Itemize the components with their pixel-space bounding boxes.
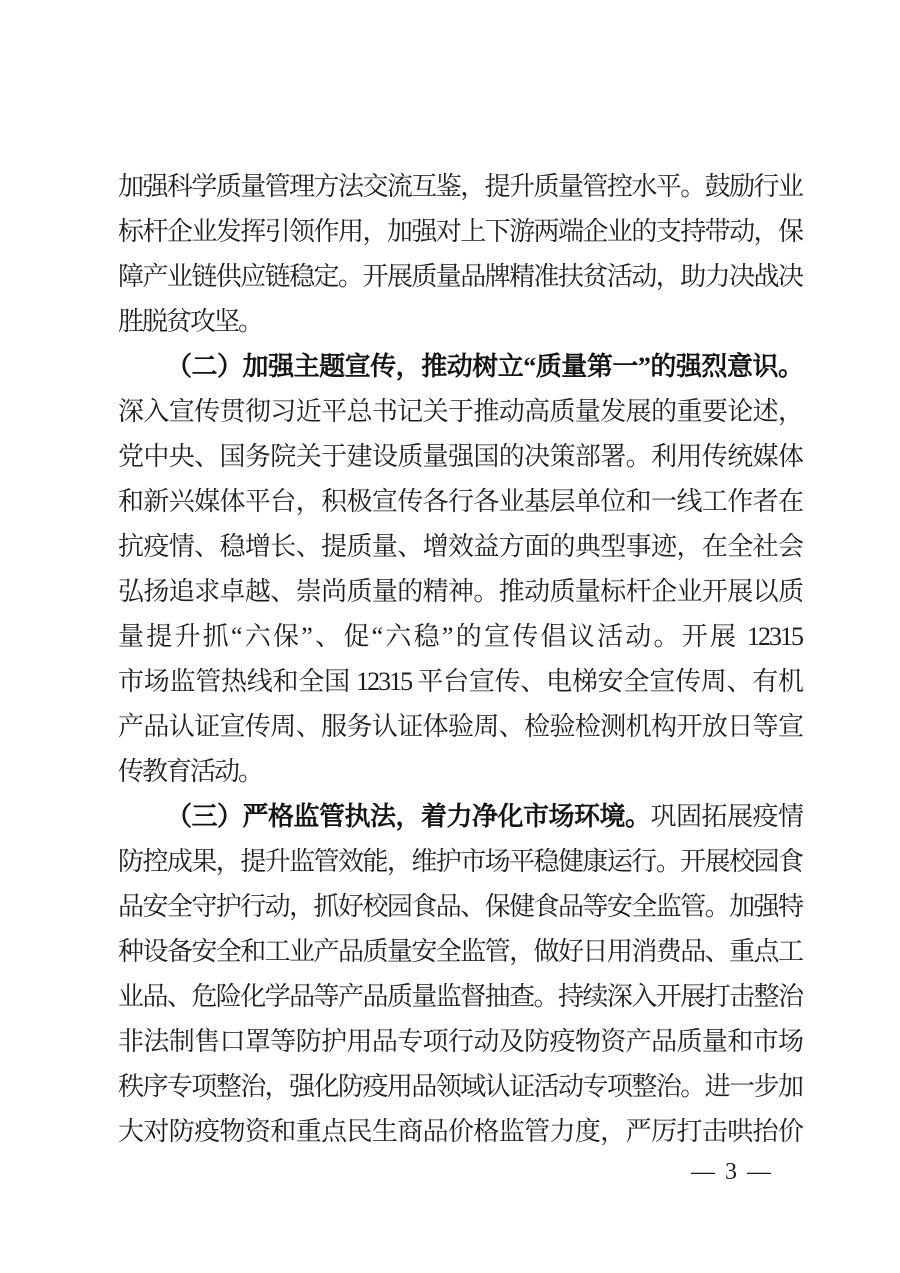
text-line [118,434,802,479]
document-body [118,164,802,1154]
text-line [118,659,802,704]
text-segment: 抗疫情、稳增长、提质量、增效益方面的典型事迹，在全社会 [118,532,802,561]
text-line [118,839,802,884]
text-line [118,1109,802,1154]
text-line [118,614,802,659]
text-line [118,299,802,344]
text-line [118,929,802,974]
text-line [118,974,802,1019]
text-line [118,164,802,209]
text-line [118,794,802,839]
text-segment: 巩固拓展疫情 [650,802,802,831]
text-segment: 品安全守护行动，抓好校园食品、保健食品等安全监管。加强特 [118,892,802,921]
text-segment: 加强科学质量管理方法交流互鉴，提升质量管控水平。鼓励行业 [118,172,802,201]
text-line [118,569,802,614]
text-segment: 量提升抓“六保”、促“六稳”的宣传倡议活动。开展 12315 [118,622,802,651]
text-line [118,884,802,929]
text-line [118,524,802,569]
text-line [118,1019,802,1064]
text-line [118,1064,802,1109]
text-segment: 市场监管热线和全国 12315 平台宣传、电梯安全宣传周、有机 [118,667,802,696]
text-line [118,704,802,749]
text-segment: 非法制售口罩等防护用品专项行动及防疫物资产品质量和市场 [118,1027,802,1056]
text-line [118,389,802,434]
text-segment: 防控成果，提升监管效能，维护市场平稳健康运行。开展校园食 [118,847,802,876]
page-number: — 3 — [691,1159,773,1185]
text-segment: 传教育活动。 [118,757,263,786]
section-heading-segment: （二）加强主题宣传，推动树立“质量第一”的强烈意识。 [166,352,802,381]
text-line [118,254,802,299]
text-segment: 种设备安全和工业产品质量安全监管，做好日用消费品、重点工 [118,937,802,966]
text-segment: 深入宣传贯彻习近平总书记关于推动高质量发展的重要论述， [118,397,802,426]
text-segment: 和新兴媒体平台，积极宣传各行各业基层单位和一线工作者在 [118,487,802,516]
text-line [118,209,802,254]
text-line [118,344,802,389]
section-heading-segment: （三）严格监管执法，着力净化市场环境。 [166,802,651,831]
text-segment: 党中央、国务院关于建设质量强国的决策部署。利用传统媒体 [118,442,802,471]
text-segment: 产品认证宣传周、服务认证体验周、检验检测机构开放日等宣 [118,712,802,741]
text-segment: 秩序专项整治，强化防疫用品领域认证活动专项整治。进一步加 [118,1072,802,1101]
text-segment: 弘扬追求卓越、崇尚质量的精神。推动质量标杆企业开展以质 [118,577,802,606]
text-line [118,479,802,524]
text-segment: 业品、危险化学品等产品质量监督抽查。持续深入开展打击整治 [118,982,802,1011]
text-segment: 标杆企业发挥引领作用，加强对上下游两端企业的支持带动，保 [118,217,802,246]
text-line [118,749,802,794]
text-segment: 大对防疫物资和重点民生商品价格监管力度，严厉打击哄抬价 [118,1117,802,1146]
text-segment: 障产业链供应链稳定。开展质量品牌精准扶贫活动，助力决战决 [118,262,802,291]
text-segment: 胜脱贫攻坚。 [118,307,263,336]
